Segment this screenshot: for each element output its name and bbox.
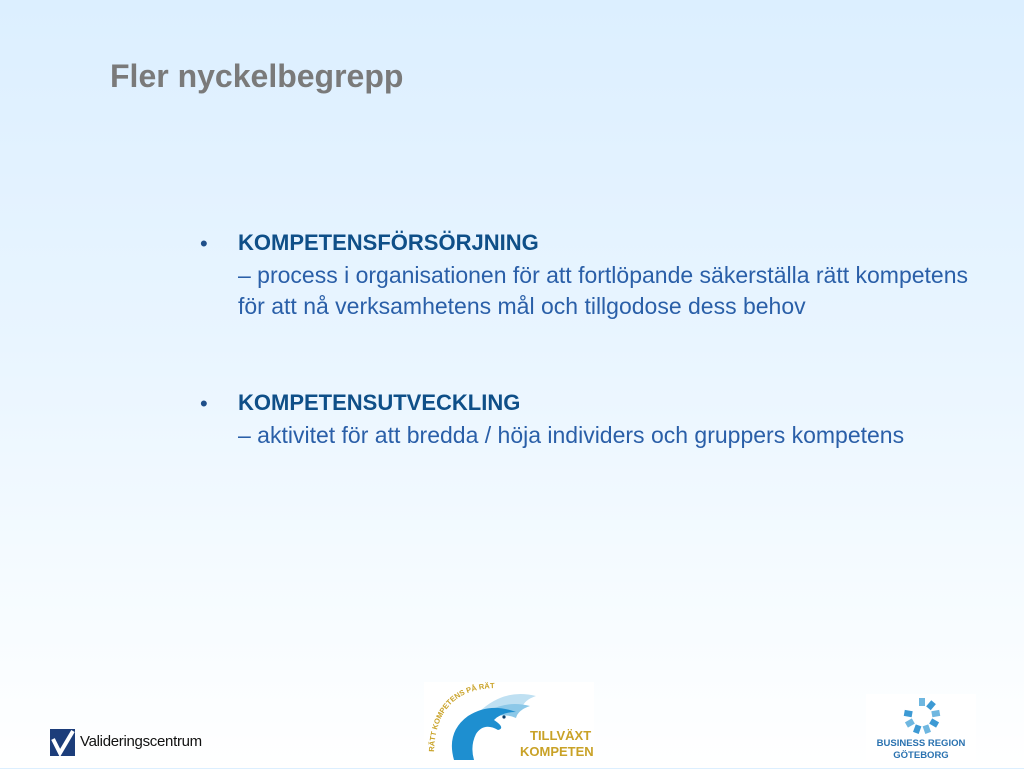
dolphin-logo-icon xyxy=(424,682,594,764)
bullet-icon: • xyxy=(200,391,208,416)
bullet-heading: KOMPETENSUTVECKLING xyxy=(238,390,521,415)
business-region-line2: GÖTEBORG xyxy=(893,750,949,761)
valideringscentrum-logo xyxy=(50,727,220,759)
tillvaxt-kompetens-logo xyxy=(424,682,594,764)
tillvaxt-line2: KOMPETEN xyxy=(520,744,594,759)
business-region-line1: BUSINESS REGION xyxy=(876,738,966,749)
tillvaxt-line1: TILLVÄXT xyxy=(530,728,592,743)
slide-title: Fler nyckelbegrepp xyxy=(110,58,404,94)
bullet-item xyxy=(200,228,990,322)
bullet-list xyxy=(200,228,990,451)
tillvaxt-arc-text: RÄTT KOMPETENS PÅ RÄT xyxy=(426,682,495,752)
bullet-description: – aktivitet för att bredda / höja individers och gruppers kompetens xyxy=(238,422,905,448)
business-region-logo xyxy=(866,694,976,766)
bullet-heading: KOMPETENSFÖRSÖRJNING xyxy=(238,230,539,255)
valideringscentrum-text: Valideringscentrum xyxy=(80,733,202,750)
checkmark-logo-icon xyxy=(50,727,76,757)
bullet-item xyxy=(200,388,990,451)
business-region-emblem-icon xyxy=(866,694,976,738)
bullet-description: – process i organisationen för att fortlöpande säkerställa rätt kompetens för att nå verksamhetens mål och tillgodose dess behov xyxy=(238,262,969,319)
bullet-icon: • xyxy=(200,231,208,256)
